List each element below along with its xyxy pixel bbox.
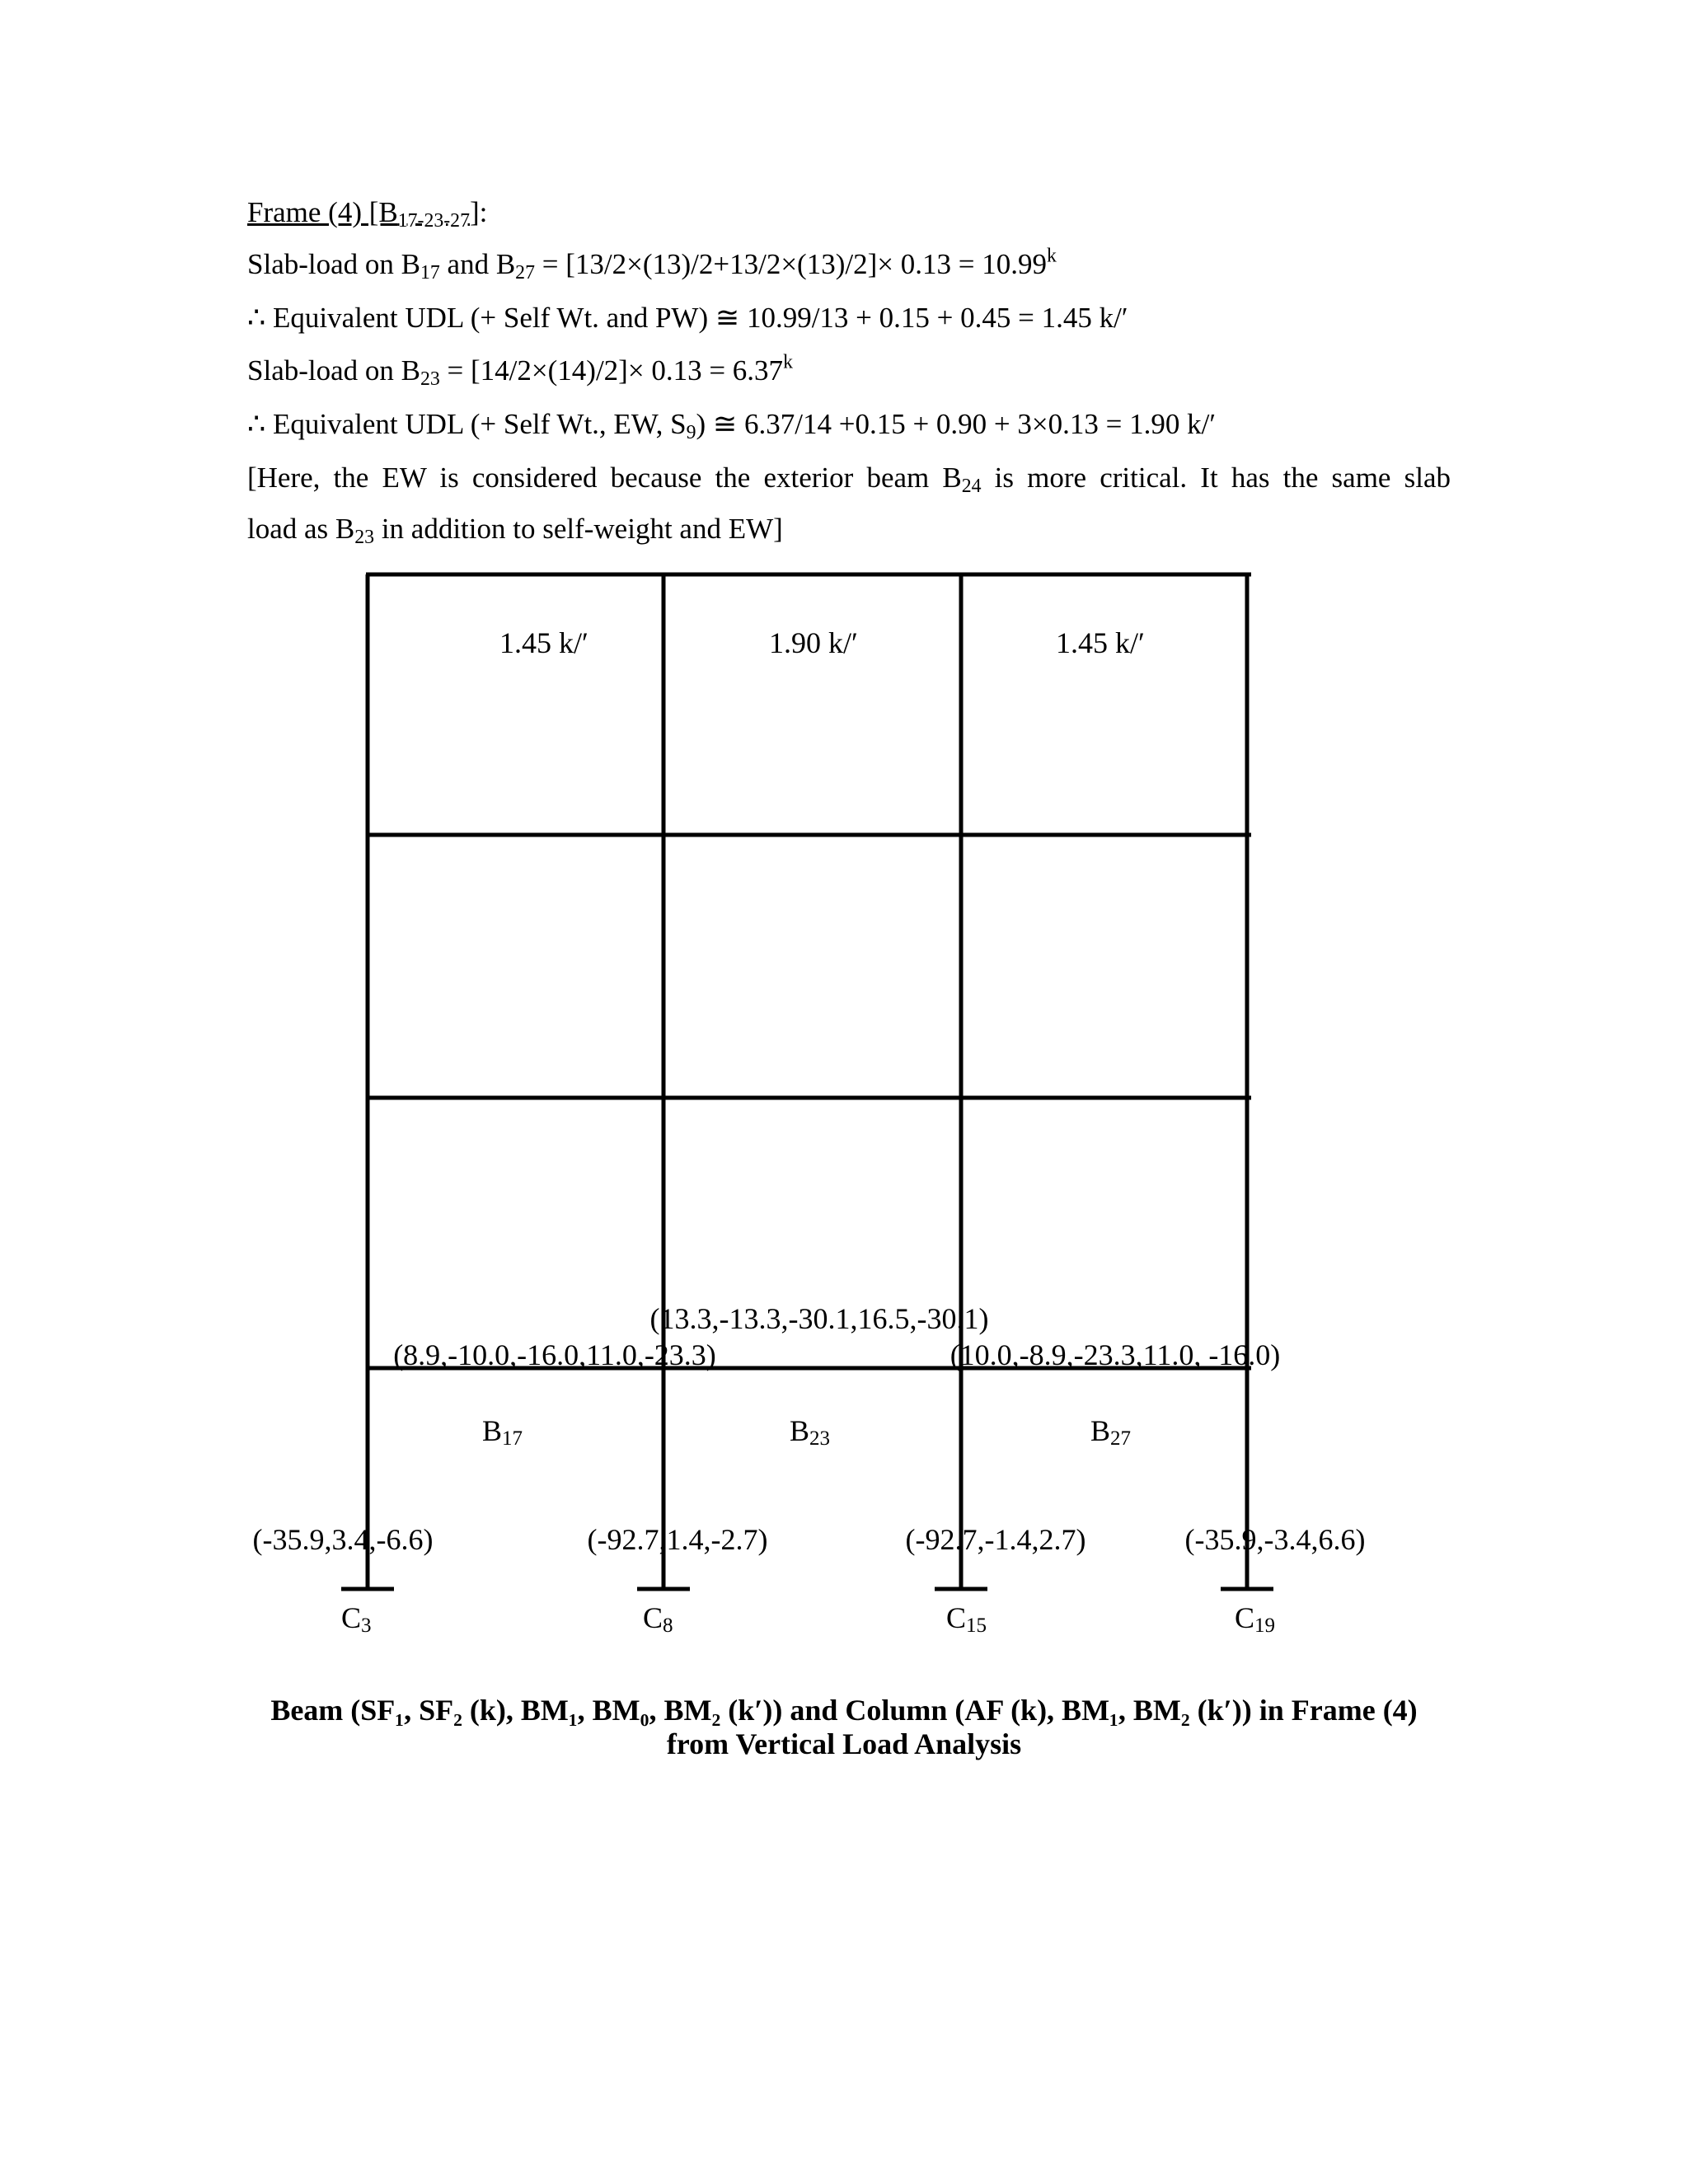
figure-caption-line-1: Beam (SF₁, SF₂ (k), BM₁, BM₀, BM₂ (k′)) and Column (AF (k), BM₁, BM₂ (k′)) in Frame (4)	[270, 1694, 1418, 1727]
beam-label-b23: B23	[790, 1414, 831, 1450]
beam-result-b23: (13.3,-13.3,-30.1,16.5,-30.1)	[649, 1302, 989, 1335]
equivalent-udl-1: ∴ Equivalent UDL (+ Self Wt. and PW) ≅ 10.99/13 + 0.15 + 0.45 = 1.45 k/′	[247, 302, 1128, 334]
note-line-2: load as $B_{23}$ in addition to self-weight and EW]	[247, 513, 783, 548]
figure-caption-line-2: from Vertical Load Analysis	[666, 1727, 1022, 1760]
load-label-bay2: 1.90 k/′	[769, 626, 858, 659]
column-label-c3: C3	[341, 1601, 372, 1637]
column-result-c3: (-35.9,3.4,-6.6)	[252, 1523, 434, 1556]
column-label-c19: C19	[1235, 1601, 1276, 1637]
beam-result-b17: (8.9,-10.0,-16.0,11.0,-23.3)	[393, 1338, 716, 1371]
equivalent-udl-2: ∴ Equivalent UDL (+ Self Wt., EW, $S_9$) ≅ 6.37/14 +0.15 + 0.90 + 3×0.13 = 1.90 k/′	[247, 408, 1217, 443]
slab-load-b23: Slab-load on $B_{23} = [14/2\times(14)/2]\times 0.13 = 6.37^k$	[247, 351, 793, 390]
slab-load-b17-b27: Slab-load on $B_{17}$ and $B_{27} = [13/2\times(13)/2+13/2\times(13)/2]\times 0.13 = 10.99^k$	[247, 245, 1057, 284]
frame-title: Frame (4) $[B_{17-23-27}]$:	[247, 196, 488, 232]
beam-label-b17: B17	[482, 1414, 523, 1450]
note-line-1: [Here, the EW is considered because the exterior beam $B_{24}$ is more critical. It has the same slab	[247, 462, 1451, 497]
load-label-bay1: 1.45 k/′	[499, 626, 588, 659]
column-result-c15: (-92.7,-1.4,2.7)	[905, 1523, 1086, 1556]
beam-result-b27: (10.0,-8.9,-23.3,11.0, -16.0)	[950, 1338, 1281, 1371]
beam-label-b27: B27	[1090, 1414, 1132, 1450]
load-label-bay3: 1.45 k/′	[1056, 626, 1145, 659]
column-label-c15: C15	[946, 1601, 987, 1637]
column-result-c19: (-35.9,-3.4,6.6)	[1184, 1523, 1366, 1556]
column-result-c8: (-92.7,1.4,-2.7)	[587, 1523, 768, 1556]
column-label-c8: C8	[643, 1601, 673, 1637]
